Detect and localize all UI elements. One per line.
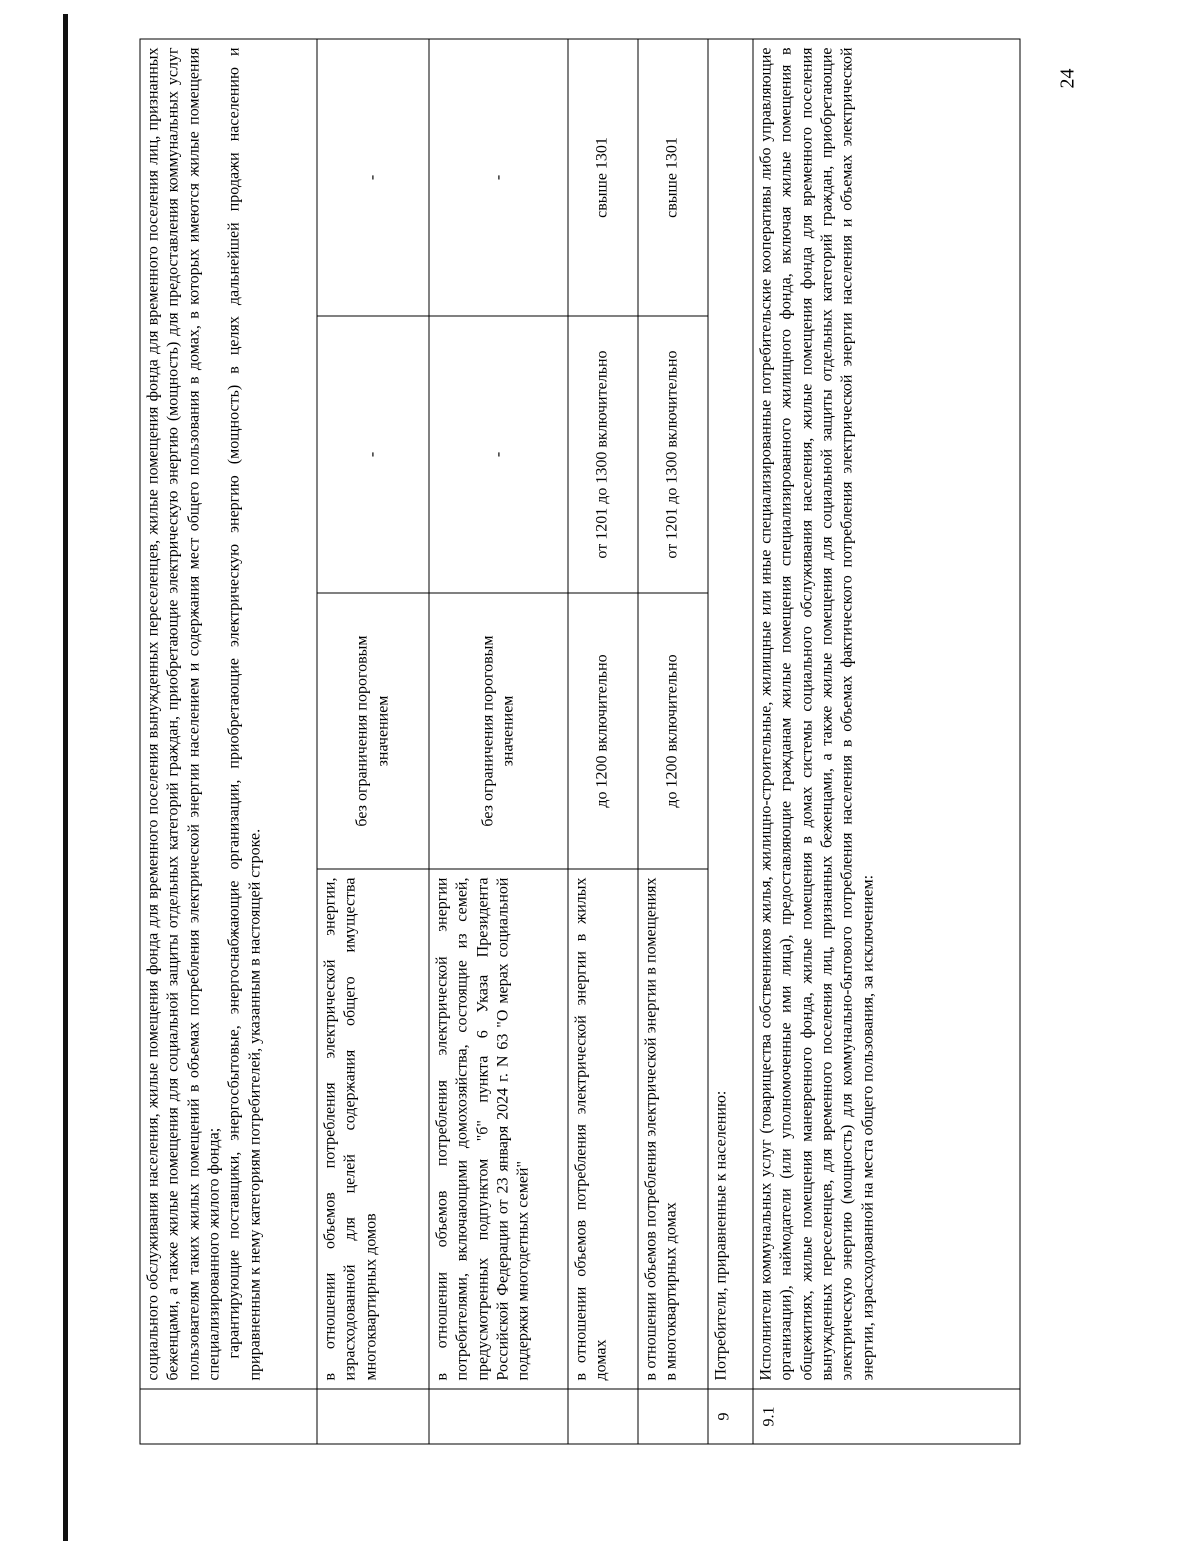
row-description: в отношении объемов потребления электрической энергии потребителями, включающими домохозяйства, состоящие из семей, предусмотренных подпунктом "б" пункта 6 Указа Президента Российской Федерации от 23 января 2024 г. N 63 "О мерах социальной поддержки многодетных семей" [429, 869, 568, 1389]
section-number: 9 [708, 1389, 753, 1444]
scan-edge-line [63, 14, 68, 1541]
threshold-cell: - [429, 316, 568, 593]
continuation-paragraph: социального обслуживания населения, жилые помещения фонда для временного поселения вынужденных переселенцев, жилые помещения фонда для временного поселения лиц, признанных беженцами, а также жилые помещения для социальной защиты отдельных категорий граждан, приобретающие электрическую энергию (мощность) для предоставления коммунальных услуг пользователям таких жилых помещений в объемах потребления электрической энергии населением и содержания мест общего пользования в домах, в которых имеются жилые помещения специализированного жилого фонда; [144, 47, 223, 1381]
threshold-cell: свыше 1301 [638, 39, 708, 316]
section-number: 9.1 [753, 1389, 1020, 1444]
row-description: в отношении объемов потребления электрической энергии в помещениях в многоквартирных домах [638, 869, 708, 1389]
threshold-cell: - [317, 39, 429, 316]
threshold-cell: - [317, 316, 429, 593]
section-heading: Потребители, приравненные к населению: [708, 39, 753, 1389]
page-number: 24 [1056, 68, 1079, 88]
table-row [568, 39, 638, 1444]
section-9-1-row [753, 39, 1020, 1444]
section-text: Исполнители коммунальных услуг (товарищества собственников жилья, жилищно-строительные, жилищные или иные специализированные потребительские кооперативы либо управляющие организации), наймодатели (или уполномоченные ими лица), предоставляющие гражданам жилые помещения специализированного жилищного фонда, включая жилые помещения в общежитиях, жилые помещения маневренного фонда, жилые помещения в домах системы социального обслуживания населения, жилые помещения фонда для временного поселения вынужденных переселенцев, для временного поселения лиц, признанных беженцами, а также жилые помещения для социальной защиты отдельных категорий граждан, приобретающие электрическую энергию (мощность) для коммунально-бытового потребления населения в объемах фактического потребления электрической энергии населения и объемах электрической энергии, израсходованной на места общего пользования, за исключением: [753, 39, 1020, 1389]
table-row [317, 39, 429, 1444]
continuation-row [140, 39, 317, 1444]
continuation-paragraph: гарантирующие поставщики, энергосбытовые, энергоснабжающие организации, приобретающие электрическую энергию (мощность) в целях дальнейшей продажи населению и приравненным к нему категориям потребителей, указанным в настоящей строке. [225, 47, 264, 1381]
threshold-cell: свыше 1301 [568, 39, 638, 316]
row-number-cell [140, 1389, 317, 1444]
threshold-cell: без ограничения пороговым значением [317, 593, 429, 869]
row-description: в отношении объемов потребления электрической энергии в жилых домах [568, 869, 638, 1389]
rotated-document [140, 40, 1020, 1445]
threshold-cell: до 1200 включительно [638, 593, 708, 869]
threshold-cell: - [429, 39, 568, 316]
threshold-cell: от 1201 до 1300 включительно [568, 316, 638, 593]
threshold-cell: без ограничения пороговым значением [429, 593, 568, 869]
continuation-text [140, 39, 317, 1389]
threshold-cell: до 1200 включительно [568, 593, 638, 869]
table-row [638, 39, 708, 1444]
row-description: в отношении объемов потребления электрической энергии, израсходованной для целей содержания общего имущества многоквартирных домов [317, 869, 429, 1389]
table-row [429, 39, 568, 1444]
threshold-cell: от 1201 до 1300 включительно [638, 316, 708, 593]
section-9-row [708, 39, 753, 1444]
tariff-table [140, 38, 1021, 1444]
